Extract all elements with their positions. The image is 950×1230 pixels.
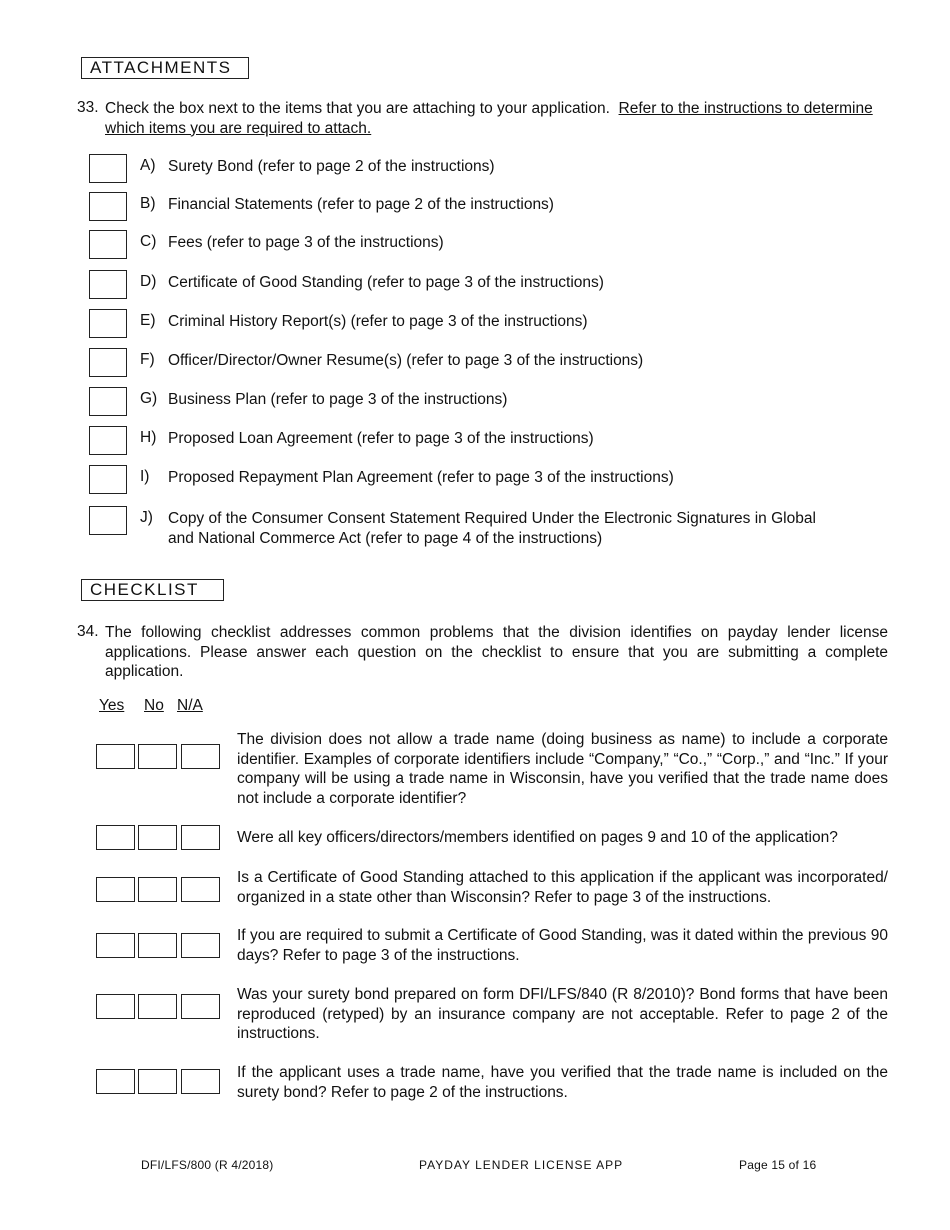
attachment-label: Business Plan (refer to page 3 of the instructions) (168, 391, 508, 408)
attachment-label: Certificate of Good Standing (refer to page 3 of the instructions) (168, 274, 604, 291)
checklist-no-box[interactable] (138, 877, 177, 902)
checklist-na-box[interactable] (181, 933, 220, 958)
attachment-label: Criminal History Report(s) (refer to page 3 of the instructions) (168, 313, 588, 330)
checklist-na-box[interactable] (181, 744, 220, 769)
attachment-label: Financial Statements (refer to page 2 of the instructions) (168, 196, 554, 213)
checklist-question: If you are required to submit a Certificate of Good Standing, was it dated within the previous 90 days? Refer to page 3 of the instructions. (237, 927, 888, 964)
footer-page-number: Page 15 of 16 (739, 1158, 817, 1172)
attachment-label: Officer/Director/Owner Resume(s) (refer to page 3 of the instructions) (168, 352, 644, 369)
attachment-label: Copy of the Consumer Consent Statement Required Under the Electronic Signatures in Global and National Commerce Act (refer to page 4 of the instructions) (168, 510, 816, 547)
attachment-letter: G) (140, 390, 158, 407)
column-na: N/A (177, 697, 203, 714)
attachment-letter: F) (140, 351, 155, 368)
checklist-yes-box[interactable] (96, 933, 135, 958)
checklist-na-box[interactable] (181, 1069, 220, 1094)
checklist-question: If the applicant uses a trade name, have you verified that the trade name is included on the surety bond? Refer to page 2 of the instructions. (237, 1064, 888, 1101)
attachment-letter: D) (140, 273, 157, 290)
question-33-prompt: Check the box next to the items that you are attaching to your application. (105, 100, 610, 117)
checklist-no-box[interactable] (138, 744, 177, 769)
attachment-label: Proposed Repayment Plan Agreement (refer to page 3 of the instructions) (168, 469, 674, 486)
attachment-checkbox[interactable] (89, 309, 127, 338)
checklist-header: CHECKLIST (81, 579, 224, 601)
attachment-letter: E) (140, 312, 156, 329)
checklist-yes-box[interactable] (96, 744, 135, 769)
question-33-instruction: Refer to the instructions to determine which items you are required to attach. (105, 100, 873, 137)
checklist-yes-box[interactable] (96, 877, 135, 902)
checklist-no-box[interactable] (138, 825, 177, 850)
checklist-question: Is a Certificate of Good Standing attached to this application if the applicant was incorporated/ organized in a state other than Wisconsin? Refer to page 3 of the instructions. (237, 869, 888, 906)
attachment-letter: A) (140, 157, 156, 174)
footer-title: PAYDAY LENDER LICENSE APP (419, 1158, 624, 1172)
checklist-no-box[interactable] (138, 1069, 177, 1094)
column-yes: Yes (99, 697, 125, 714)
checklist-yes-box[interactable] (96, 994, 135, 1019)
question-34-text: The following checklist addresses common problems that the division identifies on payday lender license applications. Please answer each question on the checklist to ensure that you are submitting a complete application. (105, 624, 888, 680)
checklist-no-box[interactable] (138, 994, 177, 1019)
attachment-checkbox[interactable] (89, 465, 127, 494)
checklist-na-box[interactable] (181, 877, 220, 902)
question-33-text (105, 99, 895, 138)
column-no: No (144, 697, 164, 714)
checklist-yes-box[interactable] (96, 1069, 135, 1094)
attachment-checkbox[interactable] (89, 154, 127, 183)
checklist-na-box[interactable] (181, 825, 220, 850)
question-34-number: 34. (77, 623, 99, 640)
attachment-letter: J) (140, 509, 153, 526)
attachment-checkbox[interactable] (89, 270, 127, 299)
attachment-letter: B) (140, 195, 156, 212)
attachment-label: Surety Bond (refer to page 2 of the instructions) (168, 158, 495, 175)
footer-form-number: DFI/LFS/800 (R 4/2018) (141, 1158, 274, 1172)
attachment-label: Proposed Loan Agreement (refer to page 3 of the instructions) (168, 430, 594, 447)
attachment-checkbox[interactable] (89, 192, 127, 221)
attachment-checkbox[interactable] (89, 348, 127, 377)
attachments-header: ATTACHMENTS (81, 57, 249, 79)
checklist-question: Was your surety bond prepared on form DFI/LFS/840 (R 8/2010)? Bond forms that have been reproduced (retyped) by an insurance company are not acceptable. Refer to page 2 of the instructions. (237, 986, 888, 1042)
attachment-letter: C) (140, 233, 157, 250)
checklist-na-box[interactable] (181, 994, 220, 1019)
checklist-question: Were all key officers/directors/members identified on pages 9 and 10 of the application? (237, 829, 838, 846)
attachment-checkbox[interactable] (89, 506, 127, 535)
question-33-number: 33. (77, 99, 99, 116)
attachment-label: Fees (refer to page 3 of the instructions) (168, 234, 444, 251)
attachment-checkbox[interactable] (89, 387, 127, 416)
attachment-checkbox[interactable] (89, 230, 127, 259)
attachment-letter: H) (140, 429, 157, 446)
attachment-checkbox[interactable] (89, 426, 127, 455)
checklist-no-box[interactable] (138, 933, 177, 958)
checklist-question: The division does not allow a trade name (doing business as name) to include a corporate identifier. Examples of corporate identifiers include “Company,” “Co.,” “Corp.,” and “Inc.” If your company will be using a trade name in Wisconsin, have you verified that the trade name does not include a corporate identifier? (237, 731, 888, 807)
checklist-yes-box[interactable] (96, 825, 135, 850)
attachment-letter: I) (140, 468, 150, 485)
